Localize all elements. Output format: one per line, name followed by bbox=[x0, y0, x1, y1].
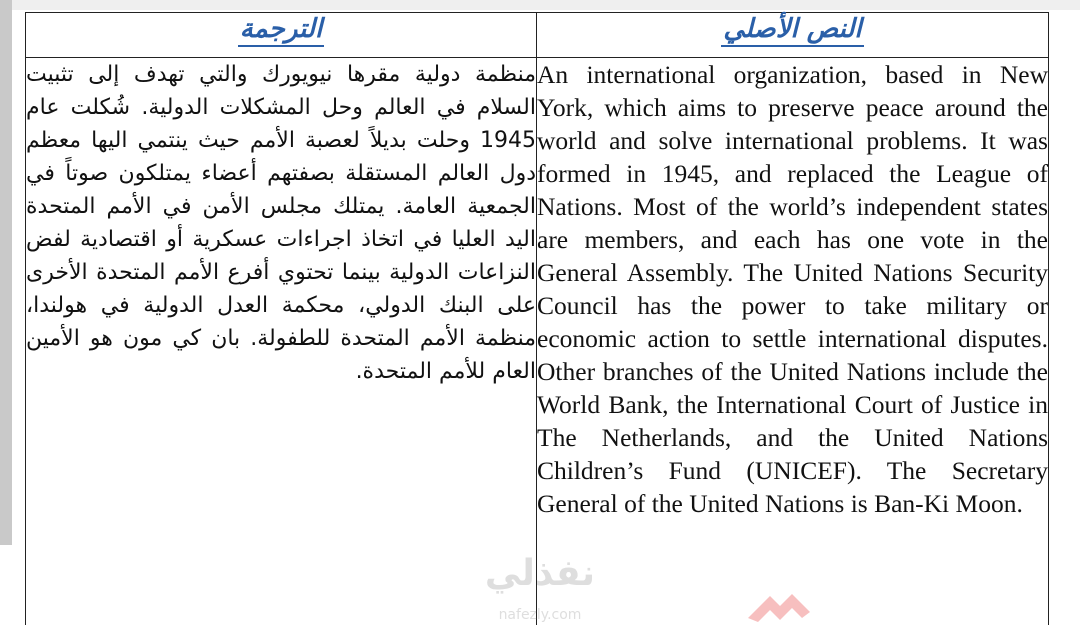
translation-header bbox=[26, 13, 537, 58]
watermark-brand: نفذلي bbox=[484, 553, 596, 594]
table-header-row bbox=[26, 13, 1049, 58]
top-border-strip bbox=[0, 0, 1080, 10]
table-body-row bbox=[26, 58, 1049, 625]
translation-header-label: الترجمة bbox=[238, 13, 324, 47]
original-cell: An international organization, based in New York, which aims to preserve peace around the world and solve international problems. It was formed in 1945, and replaced the League of Nations. Most of the world’s independent states are members, and each has one vote in the General Assembly. The United Nations Security Council has the power to take military or economic action to settle international disputes. Other branches of the United Nations include the World Bank, the International Court of Justice in The Netherlands, and the United Nations Children’s Fund (UNICEF). The Secretary General of the United Nations is Ban-Ki Moon. bbox=[537, 58, 1049, 625]
original-header-label: النص الأصلي bbox=[721, 13, 863, 47]
translation-cell: منظمة دولية مقرها نيويورك والتي تهدف إلى تثبيت السلام في العالم وحل المشكلات الدولية. شُكلت عام 1945 وحلت بديلاً لعصبة الأمم حيث ينتمي اليها معظم دول العالم المستقلة بصفتهم أعضاء يمتلكون صوتاً في الجمعية العامة. يمتلك مجلس الأمن في الأمم المتحدة اليد العليا في اتخاذ اجراءات عسكرية أو اقتصادية لفض النزاعات الدولية بينما تحتوي أفرع الأمم المتحدة الأخرى على البنك الدولي، محكمة العدل الدولية في هولندا، منظمة الأمم المتحدة للطفولة. بان كي مون هو الأمين العام للأمم المتحدة. bbox=[26, 58, 537, 625]
watermark-site: nafezly.com bbox=[498, 607, 582, 623]
translation-table bbox=[25, 12, 1049, 625]
original-header bbox=[537, 13, 1049, 58]
left-margin-strip bbox=[0, 0, 12, 545]
